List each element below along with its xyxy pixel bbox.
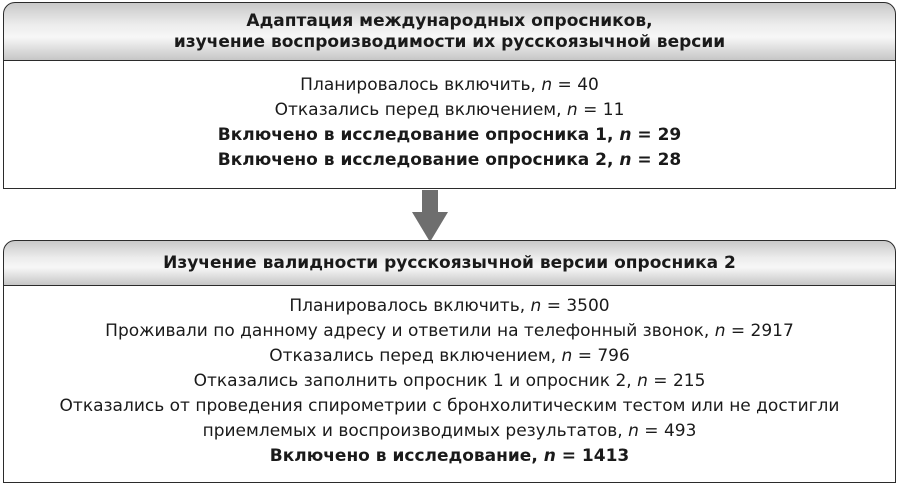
stage-2-body [3, 286, 896, 483]
study-stage-1 [3, 2, 896, 189]
stage-1-body [3, 61, 896, 189]
stage-2-title: Изучение валидности русскоязычной версии опросника 2 [163, 253, 736, 273]
stage-2-refused-questionnaires: Отказались заполнить опросник 1 и опросник 2, n = 215 [193, 371, 706, 391]
stage-2-header [3, 240, 896, 286]
stage-2-reached-by-phone: Проживали по данному адресу и ответили на телефонный звонок, n = 2917 [105, 321, 794, 341]
stage-2-planned: Планировалось включить, n = 3500 [289, 296, 610, 316]
stage-1-planned: Планировалось включить, n = 40 [300, 75, 599, 95]
stage-1-title-line-1: Адаптация международных опросников, [246, 10, 653, 31]
stage-1-title-line-2: изучение воспроизводимости их русскоязычной версии [173, 31, 726, 52]
stage-2-refused: Отказались перед включением, n = 796 [269, 346, 630, 366]
stage-2-spirometry-excluded-line-1: Отказались от проведения спирометрии с бронхолитическим тестом или не достигли [59, 396, 840, 416]
stage-1-header [3, 2, 896, 61]
down-arrow-icon [412, 190, 448, 242]
stage-1-refused: Отказались перед включением, n = 11 [274, 100, 625, 120]
study-stage-2 [3, 240, 896, 483]
stage-2-included: Включено в исследование, n = 1413 [269, 446, 630, 466]
stage-2-spirometry-excluded-line-2: приемлемых и воспроизводимых результатов, n = 493 [202, 421, 697, 441]
stage-1-included-questionnaire-1: Включено в исследование опросника 1, n = 29 [217, 125, 682, 145]
stage-1-included-questionnaire-2: Включено в исследование опросника 2, n = 28 [217, 150, 682, 170]
